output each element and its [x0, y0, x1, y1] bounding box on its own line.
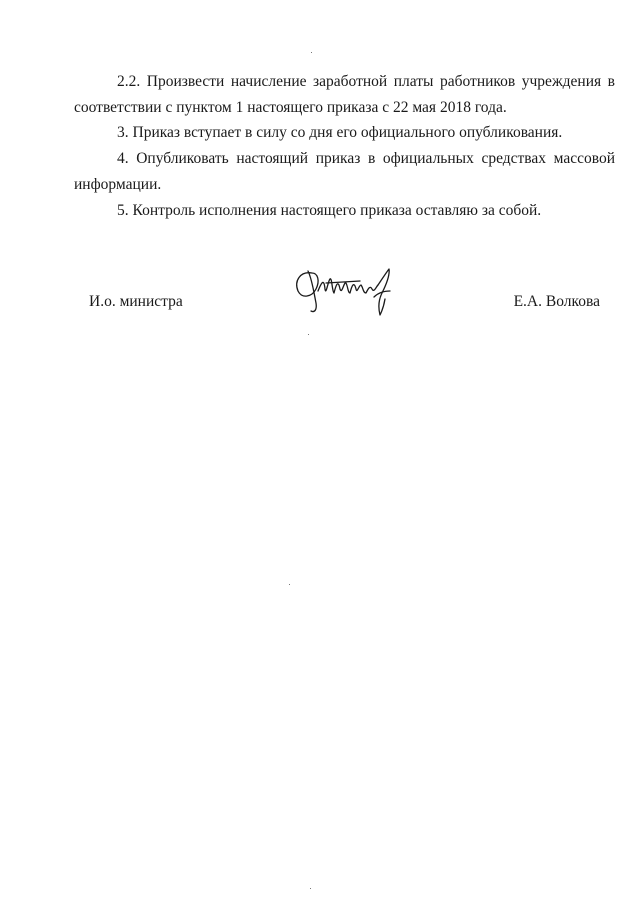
paragraph-4: 4. Опубликовать настоящий приказ в официальных средствах массовой информации.: [74, 150, 615, 193]
scan-speck: [311, 52, 312, 53]
signatory-name: Е.А. Волкова: [513, 293, 600, 310]
paragraph-2-2: 2.2. Произвести начисление заработной платы работников учреждения в соответствии с пунктом 1 настоящего приказа с 22 мая 2018 года.: [74, 73, 615, 116]
signatory-title: И.о. министра: [89, 293, 183, 310]
paragraph-3: 3. Приказ вступает в силу со дня его официального опубликования.: [117, 124, 563, 141]
scan-speck: [289, 584, 290, 585]
scan-speck: [310, 888, 311, 889]
handwritten-signature: [290, 263, 398, 323]
scan-speck: [308, 334, 309, 335]
paragraph-5: 5. Контроль исполнения настоящего приказа оставляю за собой.: [117, 202, 542, 219]
